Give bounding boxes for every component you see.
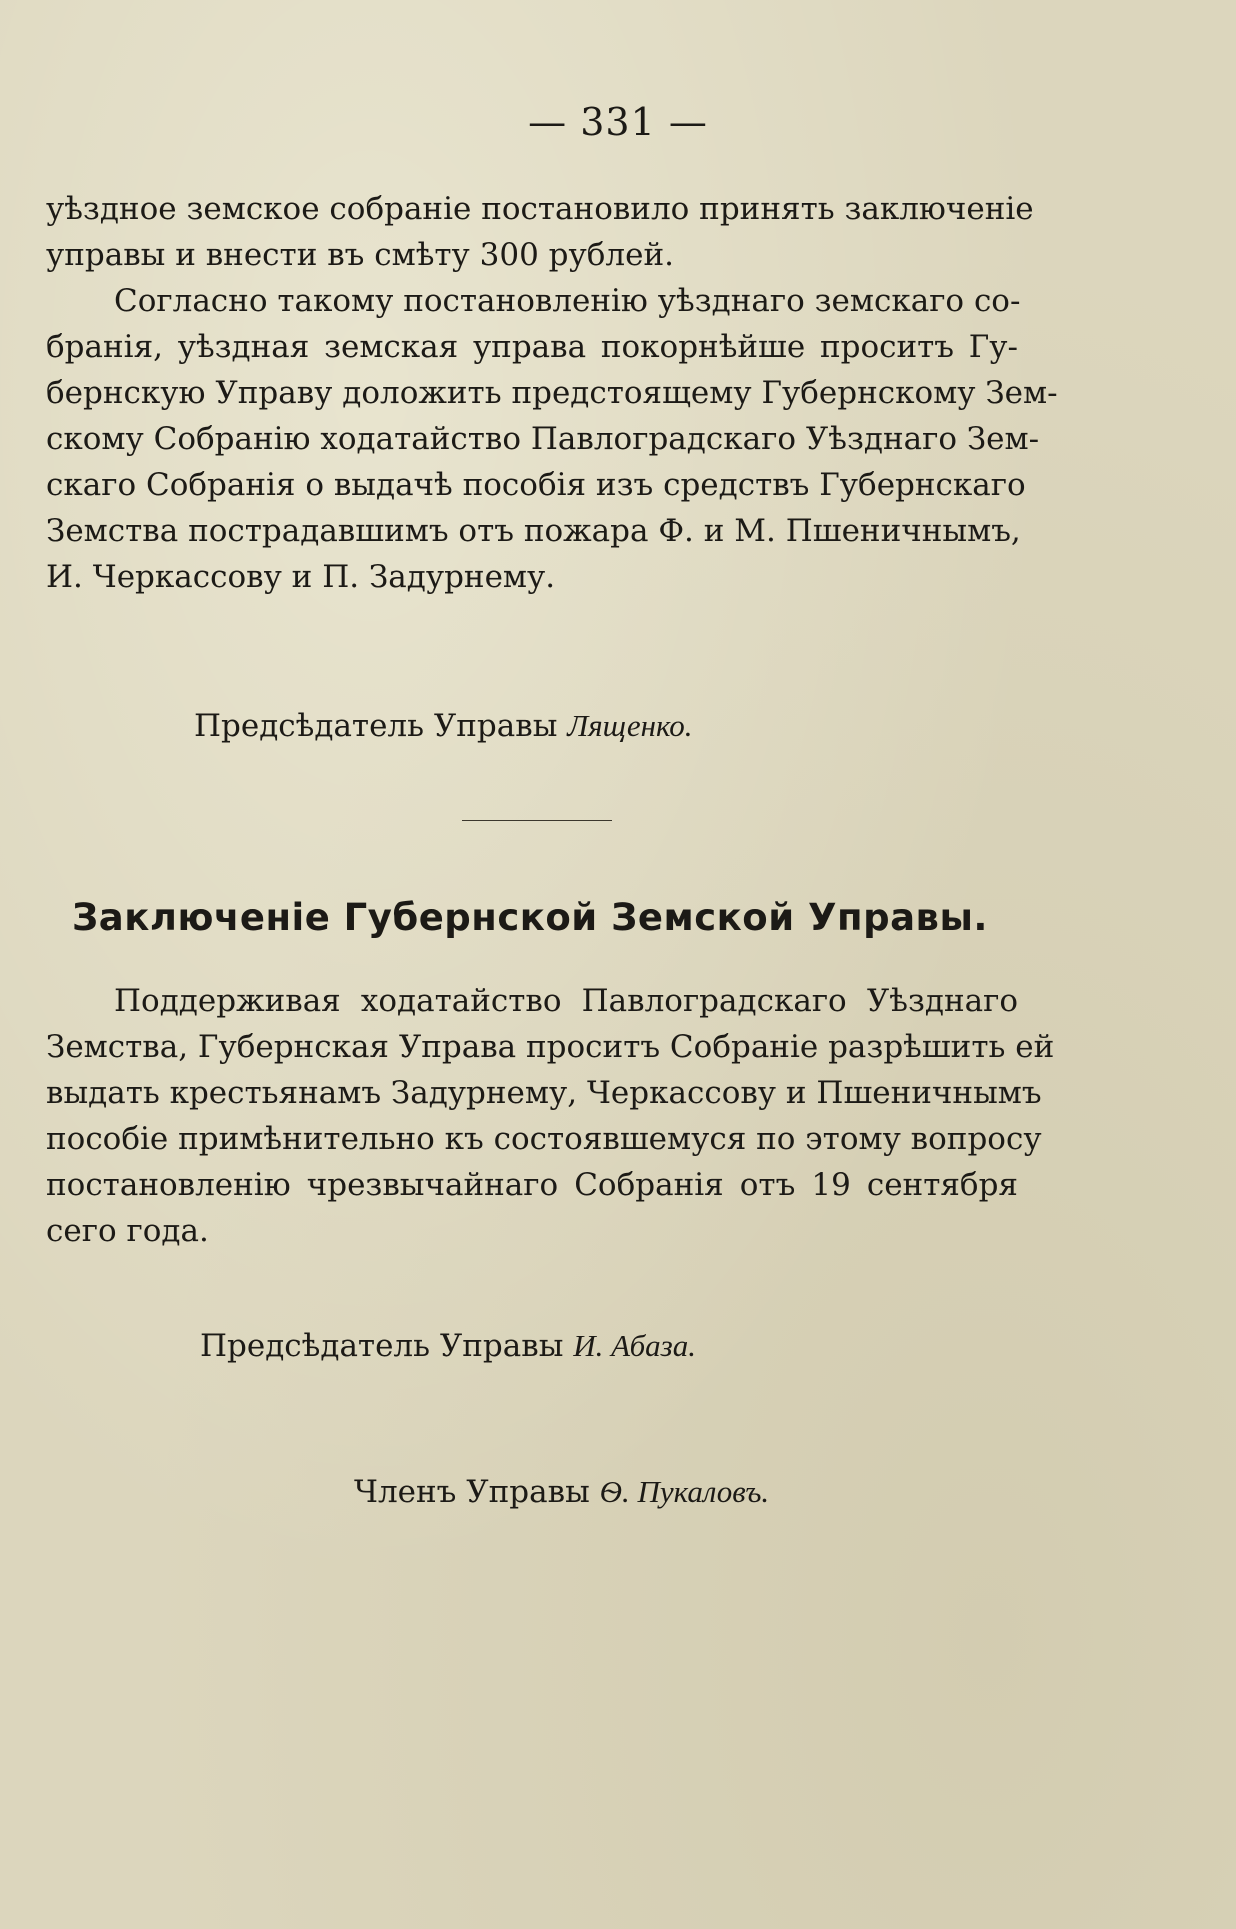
signature-name: И. Абаза. [573,1328,697,1363]
text-line: Земства, Губернская Управа проситъ Собраніе разрѣшить ей [46,1029,1055,1065]
text-line: сего года. [46,1213,209,1249]
signature-title: Предсѣдатель Управы [194,708,558,744]
text-line: Согласно такому постановленію уѣзднаго земскаго со- [114,283,1021,319]
signature-chairman-county [194,708,693,744]
text-line: бранія, уѣздная земская управа покорнѣйше проситъ Гу- [46,329,1018,365]
text-line: управы и внести въ смѣту 300 рублей. [46,237,674,273]
text-line: пособіе примѣнительно къ состоявшемуся по этому вопросу [46,1121,1042,1157]
text-line: Поддерживая ходатайство Павлоградскаго Уѣзднаго [114,983,1018,1019]
paragraph-conclusion [46,978,1055,1254]
separator-rule [462,820,612,821]
text-line: уѣздное земское собраніе постановило принять заключеніе [46,191,1034,227]
text-line: постановленію чрезвычайнаго Собранія отъ 19 сентября [46,1167,1018,1203]
paragraph-continuation [46,186,1034,278]
signature-name: Ѳ. Пукаловъ. [599,1474,770,1509]
text-line: скому Собранію ходатайство Павлоградскаго Уѣзднаго Зем- [46,421,1040,457]
signature-name: Лященко. [567,708,693,743]
signature-title: Предсѣдатель Управы [200,1328,564,1364]
signature-title: Членъ Управы [354,1474,590,1510]
section-heading: Заключеніе Губернской Земской Управы. [72,896,988,939]
page-number: — 331 — [528,100,708,144]
paragraph-petition [46,278,1058,600]
text-line: Земства пострадавшимъ отъ пожара Ф. и М. Пшеничнымъ, [46,513,1021,549]
text-line: бернскую Управу доложить предстоящему Губернскому Зем- [46,375,1058,411]
text-line: И. Черкассову и П. Задурнему. [46,559,556,595]
text-line: скаго Собранія о выдачѣ пособія изъ средствъ Губернскаго [46,467,1026,503]
signature-member [354,1474,769,1510]
signature-chairman-provincial [200,1328,696,1364]
text-line: выдать крестьянамъ Задурнему, Черкассову и Пшеничнымъ [46,1075,1042,1111]
